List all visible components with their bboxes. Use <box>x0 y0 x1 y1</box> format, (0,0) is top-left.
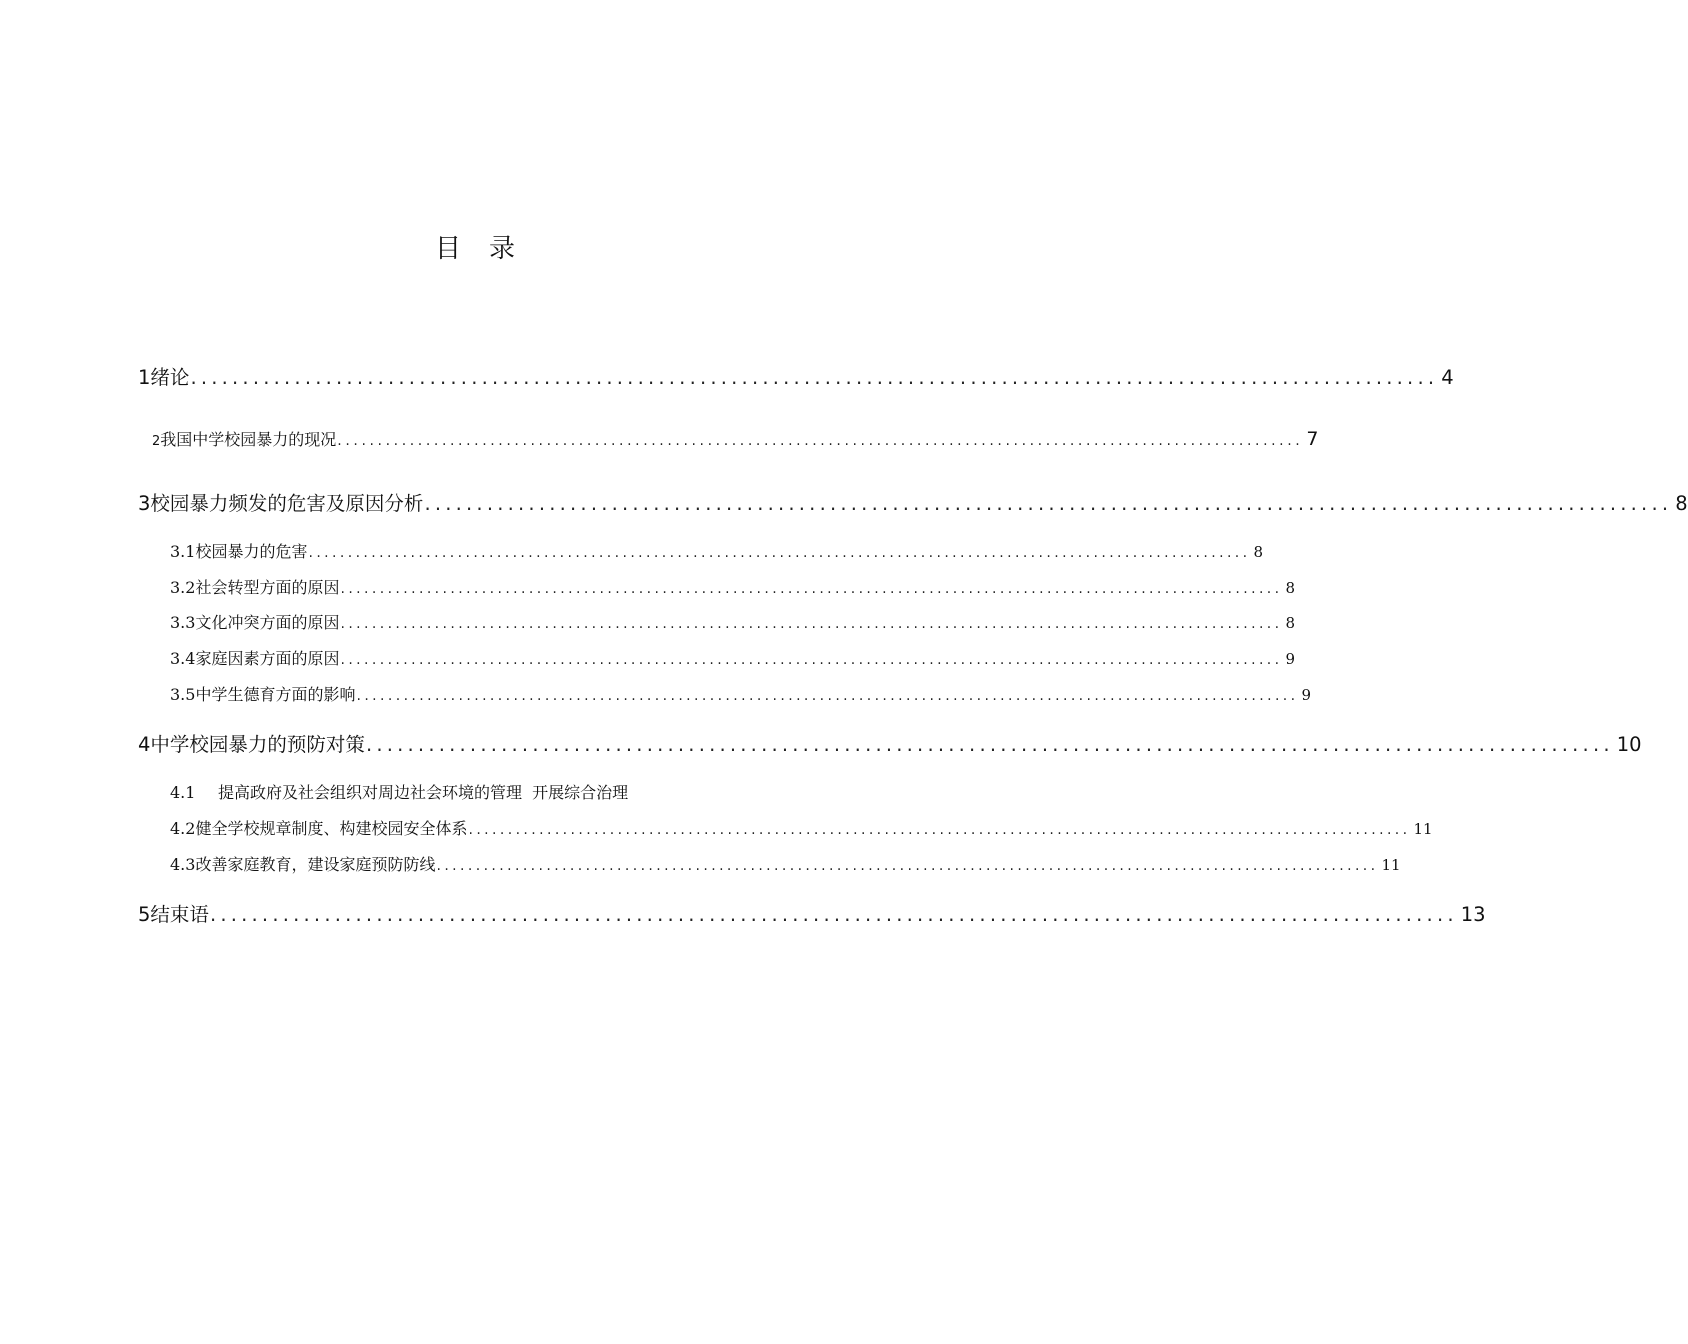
toc-entry-number: 3.5 <box>170 685 196 704</box>
toc-entry-page: 8 <box>1285 579 1296 597</box>
toc-entry-4[interactable] <box>138 729 1642 757</box>
toc-leader-dots: ........................................................................................................................ <box>340 581 1283 597</box>
toc-entry-5[interactable] <box>138 899 1486 927</box>
toc-entry-page: 11 <box>1381 856 1401 874</box>
toc-entry-number: 1 <box>138 366 151 389</box>
toc-entry-number: 3.3 <box>170 613 196 632</box>
toc-entry-page: 8 <box>1285 614 1296 632</box>
toc-entry-number: 2 <box>152 434 161 449</box>
toc-entry-4-2[interactable] <box>170 816 1433 839</box>
toc-entry-text: 结束语 <box>150 903 209 926</box>
toc-entry-text: 社会转型方面的原因 <box>195 578 340 597</box>
page-title-char-1: 目 <box>434 234 461 264</box>
toc-entry-page: 9 <box>1301 686 1312 704</box>
toc-entry-number: 4.2 <box>170 819 196 838</box>
toc-entry-text: 校园暴力频发的危害及原因分析 <box>150 492 424 515</box>
toc-entry-4-3[interactable] <box>170 852 1401 875</box>
toc-entry-number: 5 <box>138 903 151 926</box>
toc-entry-page: 9 <box>1285 650 1296 668</box>
toc-leader-dots: ........................................................................................................................ <box>190 366 1439 389</box>
toc-leader-dots: ........................................................................................................................ <box>468 822 1411 838</box>
toc-entry-number: 3.4 <box>170 649 196 668</box>
toc-leader-dots: ........................................................................................................................ <box>340 652 1283 668</box>
toc-entry-number: 4 <box>138 733 151 756</box>
toc-leader-dots: ........................................................................................................................ <box>365 733 1614 756</box>
toc-entry-text: 中学校园暴力的预防对策 <box>150 733 365 756</box>
toc-entry-text: 中学生德育方面的影响 <box>195 685 356 704</box>
toc-entry-page: 8 <box>1253 543 1264 561</box>
toc-leader-dots: ........................................................................................................................ <box>340 616 1283 632</box>
toc-entry-number: 3.2 <box>170 578 196 597</box>
toc-leader-dots: ........................................................................................................................ <box>209 903 1458 926</box>
toc-entry-page: 4 <box>1441 366 1454 389</box>
toc-entry-page: 7 <box>1306 428 1319 450</box>
toc-entry-number: 4.3 <box>170 855 196 874</box>
toc-entry-3-2[interactable] <box>170 575 1296 598</box>
toc-entry-3-5[interactable] <box>170 682 1312 705</box>
toc-entry-4-1[interactable] <box>170 780 838 803</box>
toc-leader-dots: ........................................................................................................................ <box>337 433 1304 449</box>
toc-entry-2[interactable] <box>152 427 1319 450</box>
page-title-char-2: 录 <box>489 234 516 264</box>
toc-entry-page: 8 <box>1675 492 1688 515</box>
toc-entry-text: 我国中学校园暴力的现况 <box>160 430 337 449</box>
toc-entry-text: 家庭因素方面的原因 <box>195 649 340 668</box>
toc-entry-text: 改善家庭教育，建设家庭预防防线 <box>195 855 436 874</box>
toc-entry-page: 11 <box>1413 820 1433 838</box>
toc-entry-3-3[interactable] <box>170 610 1296 633</box>
toc-leader-dots: ........................................................................................................................ <box>308 545 1251 561</box>
toc-entry-text: 校园暴力的危害 <box>195 542 308 561</box>
toc-leader-dots: ........................................................................................................................ <box>356 688 1299 704</box>
toc-entry-3-4[interactable] <box>170 646 1296 669</box>
toc-leader-dots: ........................................................................................................................ <box>436 858 1379 874</box>
toc-leader-dots: ........................................................................................................................ <box>424 492 1673 515</box>
toc-entry-text: 健全学校规章制度、构建校园安全体系 <box>195 819 468 838</box>
toc-entry-3[interactable] <box>138 488 1688 516</box>
toc-entry-page: 13 <box>1460 903 1486 926</box>
toc-entry-number: 4.1 <box>170 783 196 802</box>
toc-entry-1[interactable] <box>138 362 1454 390</box>
toc-entry-3-1[interactable] <box>170 539 1264 562</box>
toc-entry-text: 绪论 <box>150 366 190 389</box>
toc-entry-text: 文化冲突方面的原因 <box>195 613 340 632</box>
toc-entry-number: 3 <box>138 492 151 515</box>
toc-entry-number: 3.1 <box>170 542 196 561</box>
page-title <box>0 228 950 265</box>
toc-entry-text: 提高政府及社会组织对周边社会环境的管理 开展综合治理 <box>218 783 629 802</box>
toc-entry-page: 10 <box>1616 733 1642 756</box>
